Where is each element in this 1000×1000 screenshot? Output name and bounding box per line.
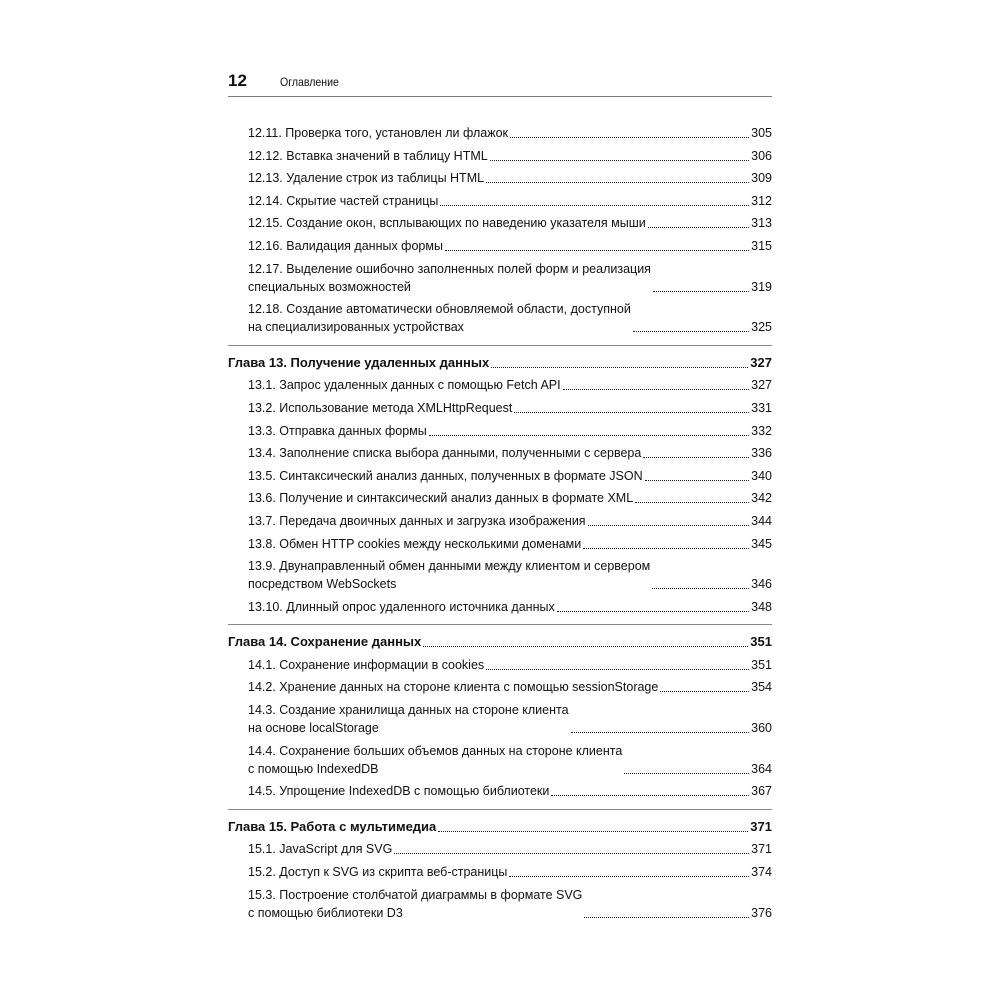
page-number: 12 xyxy=(228,71,247,90)
toc-entry-title xyxy=(248,422,751,440)
toc-entry-title-line: с помощью IndexedDB xyxy=(248,761,379,776)
toc-entry[interactable] xyxy=(228,124,772,142)
dot-leader xyxy=(588,525,750,526)
toc-entry[interactable] xyxy=(228,782,772,800)
toc-entry-title-text: 13.7. Передача двоичных данных и загрузка изображения xyxy=(248,513,586,528)
dot-leader xyxy=(429,435,749,436)
toc-entry-title-text xyxy=(248,886,582,922)
toc-entry-title-line: на специализированных устройствах xyxy=(248,320,464,335)
toc-entry-title xyxy=(248,489,751,507)
toc-entry-title xyxy=(228,633,750,651)
toc-page-number: 376 xyxy=(751,905,772,920)
dot-leader xyxy=(583,548,749,549)
dot-leader xyxy=(653,291,749,292)
toc-entry-title-text: 14.5. Упрощение IndexedDB с помощью библиотеки xyxy=(248,784,550,799)
toc-entry-title xyxy=(248,300,751,336)
running-title: Оглавление xyxy=(280,75,339,89)
toc-entry-title-text: 13.3. Отправка данных формы xyxy=(248,423,427,438)
toc-entry[interactable] xyxy=(228,192,772,210)
toc-entry-title xyxy=(248,237,751,255)
toc-entry-title-text xyxy=(248,557,650,593)
dot-leader xyxy=(514,412,749,413)
toc-entry[interactable] xyxy=(228,376,772,394)
toc-entry-title xyxy=(248,742,751,778)
toc-page-number: 348 xyxy=(751,599,772,614)
dot-leader xyxy=(490,160,749,161)
toc-page-number: 351 xyxy=(751,657,772,672)
toc-page-number: 342 xyxy=(751,491,772,506)
dot-leader xyxy=(394,853,749,854)
dot-leader xyxy=(660,691,749,692)
dot-leader xyxy=(635,502,749,503)
dot-leader xyxy=(509,876,749,877)
toc-page-number: 351 xyxy=(750,634,772,650)
toc-entry-title xyxy=(248,467,751,485)
toc-page-number: 374 xyxy=(751,865,772,880)
dot-leader xyxy=(510,137,749,138)
toc-entry-title-text: 12.13. Удаление строк из таблицы HTML xyxy=(248,171,485,186)
toc-entry[interactable] xyxy=(228,701,772,737)
dot-leader xyxy=(445,250,749,251)
dot-leader xyxy=(551,795,749,796)
toc-entry-title xyxy=(248,863,751,881)
toc-page-number: 331 xyxy=(751,400,772,415)
toc-entry[interactable] xyxy=(228,467,772,485)
toc-page-number: 336 xyxy=(751,446,772,461)
toc-page-number: 312 xyxy=(751,193,772,208)
toc-entry[interactable] xyxy=(228,214,772,232)
toc-page-number: 371 xyxy=(750,818,772,834)
dot-leader xyxy=(438,831,748,832)
toc-entry-title xyxy=(248,557,751,593)
toc-entry-title-text: 14.1. Сохранение информации в cookies xyxy=(248,657,485,672)
toc-entry[interactable] xyxy=(228,598,772,616)
toc-entry-title xyxy=(248,376,751,394)
toc-entry[interactable] xyxy=(228,656,772,674)
toc-entry-title-line: с помощью библиотеки D3 xyxy=(248,905,403,920)
toc-entry[interactable] xyxy=(228,444,772,462)
toc-entry-title xyxy=(248,512,751,530)
toc-entry-title xyxy=(248,260,751,296)
toc-entry-title-text xyxy=(248,260,651,296)
toc-page-number: 305 xyxy=(751,126,772,140)
toc-entry-title-text: 13.1. Запрос удаленных данных с помощью Fetch API xyxy=(248,378,561,393)
dot-leader xyxy=(423,646,748,647)
toc-entry-title-text: 13.10. Длинный опрос удаленного источника данных xyxy=(248,599,555,614)
toc-page-number: 367 xyxy=(751,784,772,799)
toc-entry-title xyxy=(248,886,751,922)
toc-page-number: 332 xyxy=(751,423,772,438)
toc-entry-title xyxy=(248,124,751,142)
toc-entry[interactable] xyxy=(228,422,772,440)
toc-entry-title xyxy=(248,399,751,417)
dot-leader xyxy=(563,389,750,390)
toc-entry-title xyxy=(248,214,751,232)
toc-entry[interactable] xyxy=(228,237,772,255)
toc-entry[interactable] xyxy=(228,886,772,922)
toc-entry-title xyxy=(228,354,750,372)
toc-entry[interactable] xyxy=(228,260,772,296)
toc-entry[interactable] xyxy=(228,147,772,165)
toc-entry[interactable] xyxy=(228,678,772,696)
toc-page-number: 327 xyxy=(751,378,772,393)
toc-entry-title-line: специальных возможностей xyxy=(248,279,411,294)
toc-entry-title-line: 15.3. Построение столбчатой диаграммы в формате SVG xyxy=(248,887,583,902)
toc-entry-title-text: 13.4. Заполнение списка выбора данными, полученными с сервера xyxy=(248,446,642,461)
toc-entry-title xyxy=(248,701,751,737)
dot-leader xyxy=(486,669,749,670)
dot-leader xyxy=(557,611,749,612)
toc-entry-title xyxy=(248,444,751,462)
toc-entry[interactable] xyxy=(228,399,772,417)
toc-page-number: 313 xyxy=(751,216,772,231)
dot-leader xyxy=(648,227,749,228)
dot-leader xyxy=(645,480,750,481)
dot-leader xyxy=(643,457,749,458)
toc-chapter-section xyxy=(228,354,772,626)
toc-page-number: 325 xyxy=(751,320,772,335)
toc-entry-title xyxy=(228,818,750,836)
table-of-contents xyxy=(228,124,772,938)
toc-entry-title xyxy=(248,678,751,696)
toc-entry[interactable] xyxy=(228,535,772,553)
toc-page-number: 371 xyxy=(751,842,772,857)
toc-entry-title xyxy=(248,656,751,674)
toc-chapter-entry[interactable] xyxy=(228,354,772,372)
toc-entry-title-text: 12.15. Создание окон, всплывающих по наведению указателя мыши xyxy=(248,216,646,231)
toc-entry-title-line: на основе localStorage xyxy=(248,721,379,736)
dot-leader xyxy=(652,588,749,589)
toc-page-number: 327 xyxy=(750,354,772,370)
toc-page-number: 346 xyxy=(751,577,772,592)
toc-entry-title-text: 13.2. Использование метода XMLHttpRequest xyxy=(248,400,513,415)
toc-entry-title xyxy=(248,147,751,165)
dot-leader xyxy=(491,367,748,368)
dot-leader xyxy=(624,773,749,774)
toc-entry-title xyxy=(248,840,751,858)
toc-entry-title-line: 12.17. Выделение ошибочно заполненных полей форм и реализация xyxy=(248,261,651,276)
toc-page-number: 354 xyxy=(751,680,772,695)
toc-entry-title-text: 15.1. JavaScript для SVG xyxy=(248,842,393,857)
dot-leader xyxy=(633,331,749,332)
toc-entry-title xyxy=(248,598,751,616)
toc-entry-title-text: 12.11. Проверка того, установлен ли флажок xyxy=(248,126,508,140)
toc-entry-title xyxy=(248,782,751,800)
toc-entry-title-text: 13.6. Получение и синтаксический анализ данных в формате XML xyxy=(248,491,634,506)
toc-entry-title-text: 13.5. Синтаксический анализ данных, полученных в формате JSON xyxy=(248,468,643,483)
toc-entry[interactable] xyxy=(228,300,772,336)
toc-entry-title-line: 12.18. Создание автоматически обновляемой области, доступной xyxy=(248,302,631,317)
toc-section xyxy=(228,124,772,346)
toc-entry-title-text: Глава 14. Сохранение данных xyxy=(228,634,422,650)
toc-entry-title-text xyxy=(248,300,631,336)
toc-entry-title-line: 14.3. Создание хранилища данных на стороне клиента xyxy=(248,703,569,718)
toc-entry-title-text: 12.16. Валидация данных формы xyxy=(248,238,443,253)
toc-page-number: 360 xyxy=(751,721,772,736)
toc-chapter-section xyxy=(228,818,772,930)
toc-page-number: 344 xyxy=(751,513,772,528)
dot-leader xyxy=(486,182,749,183)
toc-page-number: 315 xyxy=(751,238,772,253)
toc-entry-title-text: 14.2. Хранение данных на стороне клиента с помощью sessionStorage xyxy=(248,680,659,695)
toc-entry-title-text xyxy=(248,742,622,778)
toc-entry-title xyxy=(248,535,751,553)
toc-page-number: 309 xyxy=(751,171,772,186)
dot-leader xyxy=(584,917,749,918)
toc-chapter-section xyxy=(228,633,772,810)
toc-entry[interactable] xyxy=(228,742,772,778)
toc-entry-title-text: Глава 15. Работа с мультимедиа xyxy=(228,818,437,834)
toc-entry-title xyxy=(248,169,751,187)
toc-page-number: 345 xyxy=(751,536,772,551)
dot-leader xyxy=(571,732,750,733)
toc-entry[interactable] xyxy=(228,863,772,881)
toc-entry-title-line: 13.9. Двунаправленный обмен данными между клиентом и сервером xyxy=(248,559,651,574)
toc-entry-title xyxy=(248,192,751,210)
toc-entry-title-text: Глава 13. Получение удаленных данных xyxy=(228,354,490,370)
toc-entry[interactable] xyxy=(228,512,772,530)
toc-page-number: 306 xyxy=(751,148,772,163)
page-header xyxy=(228,70,772,97)
toc-entry-title-line: 14.4. Сохранение больших объемов данных на стороне клиента xyxy=(248,743,623,758)
toc-entry[interactable] xyxy=(228,840,772,858)
toc-entry[interactable] xyxy=(228,489,772,507)
toc-entry-title-text: 12.12. Вставка значений в таблицу HTML xyxy=(248,148,488,163)
toc-entry[interactable] xyxy=(228,557,772,593)
toc-chapter-entry[interactable] xyxy=(228,633,772,651)
toc-entry-title-text: 13.8. Обмен HTTP cookies между несколькими доменами xyxy=(248,536,582,551)
toc-entry-title-text xyxy=(248,701,569,737)
toc-entry-title-text: 12.14. Скрытие частей страницы xyxy=(248,193,439,208)
toc-page-number: 340 xyxy=(751,468,772,483)
toc-chapter-entry[interactable] xyxy=(228,818,772,836)
toc-page-number: 364 xyxy=(751,761,772,776)
toc-entry[interactable] xyxy=(228,169,772,187)
toc-entry-title-line: посредством WebSockets xyxy=(248,577,397,592)
toc-page-number: 319 xyxy=(751,279,772,294)
dot-leader xyxy=(440,205,749,206)
toc-entry-title-text: 15.2. Доступ к SVG из скрипта веб-страницы xyxy=(248,865,508,880)
